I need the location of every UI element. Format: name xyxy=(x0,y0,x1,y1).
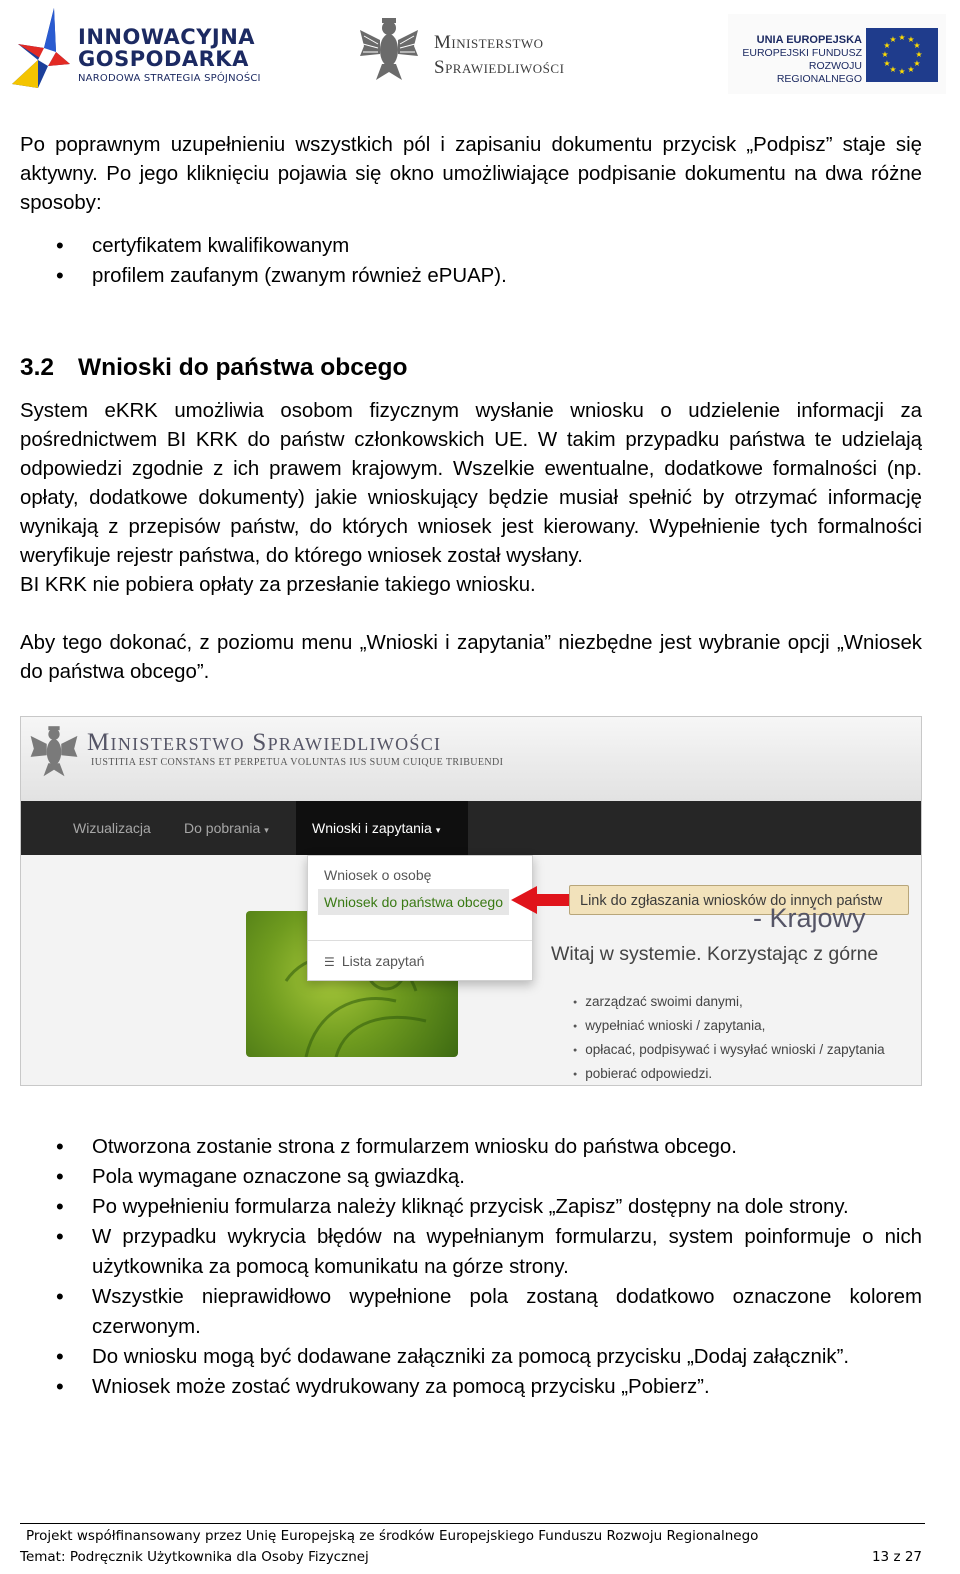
svg-text:★: ★ xyxy=(883,41,891,50)
menu-item-label: Lista zapytań xyxy=(341,953,425,969)
footer-topic: Temat: Podręcznik Użytkownika dla Osoby Fizycznej xyxy=(20,1549,369,1565)
feature-list xyxy=(573,991,885,1086)
list-item: • Po wypełnieniu formularza należy kliknąć przycisk „Zapisz” dostępny na dole strony. xyxy=(20,1192,922,1222)
eu-logo xyxy=(728,14,946,94)
ministry-name-line-1: Ministerstwo xyxy=(434,32,544,53)
menu-divider xyxy=(308,940,532,941)
nav-label: Do pobrania xyxy=(184,820,261,836)
section-paragraph-1: System eKRK umożliwia osobom fizycznym wysłanie wniosku o udzielenie informacji za pośrednictwem BI KRK do państw członkowskich UE. W takim przypadku państwa te udzielają odpowiedzi zgodnie z ich prawem krajowym. Wszelkie ewentualne, dodatkowe formalności (np. opłaty, dodatkowe dokumenty) jakie wnioskujący będzie musiał spełnić by otrzymać informację wynikają z przepisów państw, do których wniosek jest kierowany. Wypełnienie tych formalności weryfikuje rejestr państwa, do którego wniosek został wysłany. xyxy=(20,400,922,567)
list-item: ● opłacać, podpisywać i wysyłać wnioski / zapytania xyxy=(573,1039,885,1063)
welcome-text: Witaj w systemie. Korzystając z górne xyxy=(551,943,879,965)
chevron-down-icon: ▾ xyxy=(435,825,441,835)
eagle-emblem-icon xyxy=(29,723,79,781)
portal-motto: IUSTITIA EST CONSTANS ET PERPETUA VOLUNTAS IUS SUUM CUIQUE TRIBUENDI xyxy=(91,757,504,768)
portal-title: Ministerstwo Sprawiedliwości xyxy=(87,729,442,756)
svg-text:★: ★ xyxy=(915,50,923,59)
svg-text:★: ★ xyxy=(898,33,906,42)
section-paragraph-1-last: BI KRK nie pobiera opłaty za przesłanie takiego wniosku. xyxy=(20,574,536,596)
logo-line-1: INNOWACYJNA xyxy=(78,25,256,49)
svg-text:★: ★ xyxy=(889,65,897,74)
ministry-name-line-2: Sprawiedliwości xyxy=(434,57,565,78)
eu-line-1: UNIA EUROPEJSKA xyxy=(756,34,862,46)
page-number: 13 z 27 xyxy=(871,1549,922,1565)
list-item: ● zarządzać swoimi danymi, xyxy=(573,991,885,1015)
svg-text:★: ★ xyxy=(913,59,921,68)
signing-methods-list xyxy=(20,231,922,291)
menu-dropdown xyxy=(307,855,533,981)
list-item: • certyfikatem kwalifikowanym xyxy=(20,231,922,261)
svg-text:★: ★ xyxy=(881,50,889,59)
menu-item-wniosek-o-osobe[interactable]: Wniosek o osobę xyxy=(324,867,432,883)
eu-line-2: EUROPEJSKI FUNDUSZ xyxy=(742,47,862,59)
nav-label: Wizualizacja xyxy=(73,820,151,836)
section-paragraph-2: Aby tego dokonać, z poziomu menu „Wnioski i zapytania” niezbędne jest wybranie opcji „Wniosek do państwa obcego”. xyxy=(20,632,922,683)
list-item: ● pobierać odpowiedzi. xyxy=(573,1063,885,1086)
eagle-emblem-icon xyxy=(358,16,420,84)
nav-item-wnioski-i-zapytania[interactable] xyxy=(296,801,468,855)
section-title: Wnioski do państwa obcego xyxy=(78,354,408,381)
intro-paragraph: Po poprawnym uzupełnieniu wszystkich pól i zapisaniu dokumentu przycisk „Podpisz” staje się aktywny. Po jego kliknięciu pojawia się okno umożliwiające podpisanie dokumentu na dwa różne sposoby: xyxy=(20,134,922,214)
section-number: 3.2 xyxy=(20,354,55,381)
list-item: • Wszystkie nieprawidłowo wypełnione pola zostaną dodatkowo oznaczone kolorem czerwonym. xyxy=(20,1282,922,1342)
red-arrow-icon xyxy=(511,885,571,915)
menu-item-wniosek-do-panstwa-obcego[interactable]: Wniosek do państwa obcego xyxy=(318,889,509,915)
portal-screenshot xyxy=(20,716,922,1086)
platform-title: - Krajowy xyxy=(753,903,866,933)
star-logo-icon xyxy=(8,4,74,90)
svg-text:★: ★ xyxy=(889,35,897,44)
list-item: • Pola wymagane oznaczone są gwiazdką. xyxy=(20,1162,922,1192)
portal-navbar xyxy=(21,801,921,855)
list-item: • W przypadku wykrycia błędów na wypełnianym formularzu, system poinformuje o nich użytkownika za pomocą komunikatu na górze strony. xyxy=(20,1222,922,1282)
list-icon: ☰ xyxy=(324,955,335,969)
section-heading xyxy=(20,350,407,386)
eu-line-3: ROZWOJU REGIONALNEGO xyxy=(776,60,862,85)
footer-topic-row xyxy=(20,1548,922,1566)
list-item: • Wniosek może zostać wydrukowany za pomocą przycisku „Pobierz”. xyxy=(20,1372,922,1402)
annotation-callout: Link do zgłaszania wniosków do innych państw xyxy=(569,885,909,915)
svg-text:★: ★ xyxy=(913,41,921,50)
nav-item-wizualizacja[interactable] xyxy=(73,801,151,855)
svg-text:★: ★ xyxy=(907,35,915,44)
footer-divider xyxy=(20,1523,925,1524)
notes-list xyxy=(20,1132,922,1402)
chevron-down-icon: ▾ xyxy=(264,825,269,835)
svg-text:★: ★ xyxy=(898,67,906,76)
list-item: • profilem zaufanym (zwanym również ePUAP). xyxy=(20,261,922,291)
portal-header xyxy=(21,717,921,801)
eu-flag-icon xyxy=(866,28,938,82)
header-logos xyxy=(0,0,960,100)
list-item: • Otworzona zostanie strona z formularzem wniosku do państwa obcego. xyxy=(20,1132,922,1162)
footer-project: Projekt współfinansowany przez Unię Europejską ze środków Europejskiego Funduszu Rozwoju Regionalnego xyxy=(26,1528,759,1544)
svg-text:★: ★ xyxy=(907,65,915,74)
logo-line-2: GOSPODARKA xyxy=(78,47,249,71)
nav-label: Wnioski i zapytania xyxy=(312,820,432,836)
svg-text:★: ★ xyxy=(883,59,891,68)
list-item: • Do wniosku mogą być dodawane załączniki za pomocą przycisku „Dodaj załącznik”. xyxy=(20,1342,922,1372)
menu-item-lista-zapytan[interactable] xyxy=(318,948,430,974)
ministerstwo-logo xyxy=(358,16,618,86)
logo-line-3: NARODOWA STRATEGIA SPÓJNOŚCI xyxy=(78,73,261,84)
innowacyjna-gospodarka-logo xyxy=(8,4,278,90)
list-item: ● wypełniać wnioski / zapytania, xyxy=(573,1015,885,1039)
nav-item-do-pobrania[interactable] xyxy=(184,801,269,855)
